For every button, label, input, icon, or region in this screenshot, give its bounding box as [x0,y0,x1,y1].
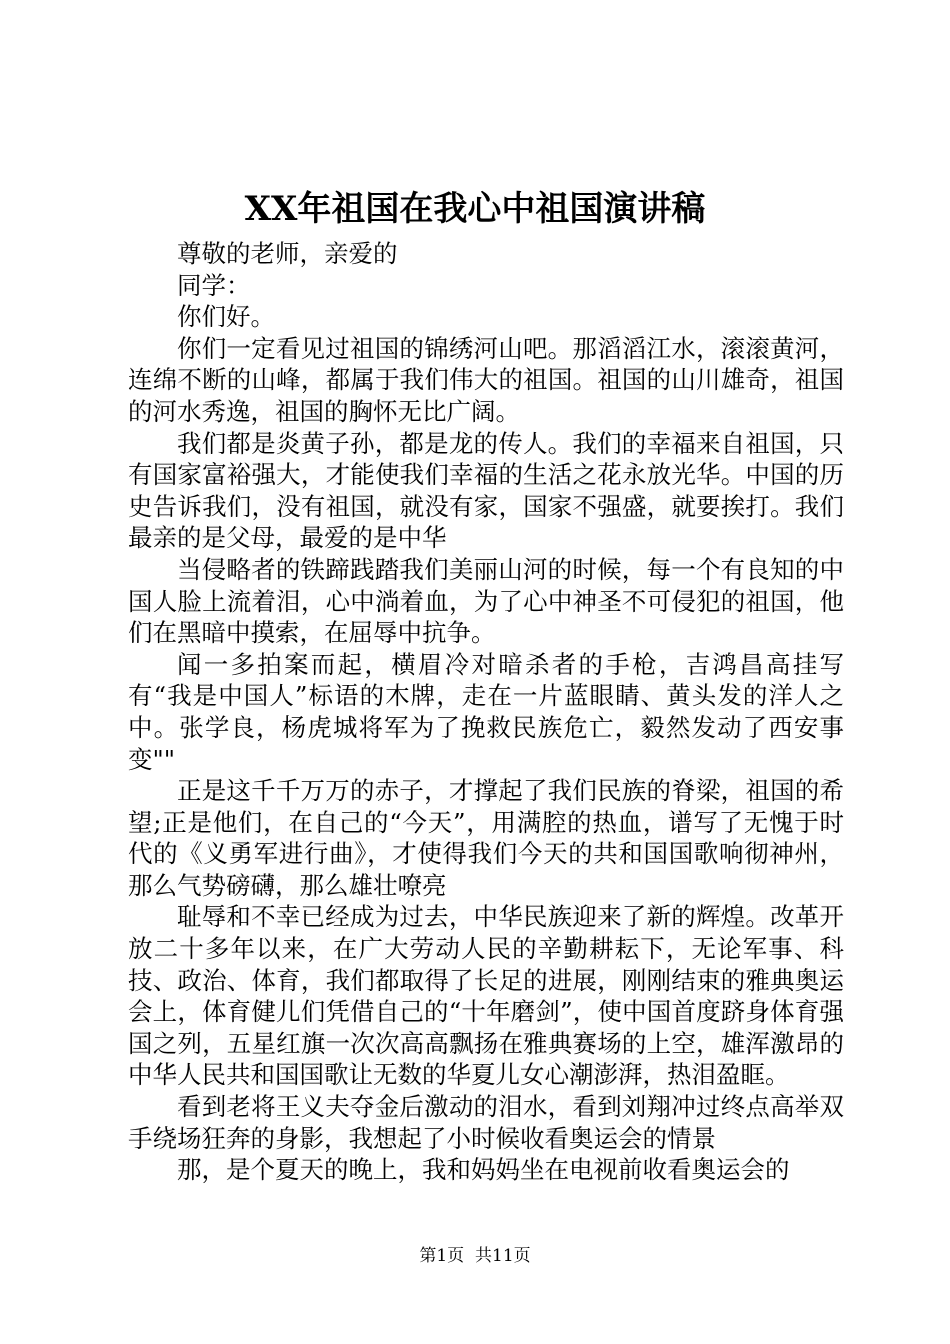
greeting-line: 你们好。 [177,302,275,332]
document-body [128,238,844,1186]
footer-separator [464,1246,475,1266]
body-paragraph: 当侵略者的铁蹄践踏我们美丽山河的时候，每一个有良知的中国人脸上流着泪，心中淌着血，为了心中神圣不可侵犯的祖国，他们在黑暗中摸索，在屈辱中抗争。 [128,554,844,648]
total-pages: 共11页 [475,1246,531,1266]
body-paragraph: 闻一多拍案而起，横眉冷对暗杀者的手枪，吉鸿昌高挂写有“我是中国人”标语的木牌，走在一片蓝眼睛、黄头发的洋人之中。张学良，杨虎城将军为了挽救民族危亡，毅然发动了西安事变"" [128,649,844,774]
page-footer [0,1244,950,1268]
body-paragraph: 我们都是炎黄子孙，都是龙的传人。我们的幸福来自祖国，只有国家富裕强大，才能使我们幸福的生活之花永放光华。中国的历史告诉我们，没有祖国，就没有家，国家不强盛，就要挨打。我们最亲的是父母，最爱的是中华 [128,428,844,553]
salutation-line: 尊敬的老师，亲爱的 [177,239,398,268]
salutation-line: 同学： [177,270,251,300]
document-title: XX年祖国在我心中祖国演讲稿 [244,189,706,229]
body-paragraph: 那，是个夏天的晚上，我和妈妈坐在电视前收看奥运会的 [177,1155,790,1185]
body-paragraph: 看到老将王义夫夺金后激动的泪水，看到刘翔冲过终点高举双手绕场狂奔的身影，我想起了小时候收看奥运会的情景 [128,1092,844,1153]
body-paragraph: 正是这千千万万的赤子，才撑起了我们民族的脊梁，祖国的希望;正是他们，在自己的“今天”，用满腔的热血，谱写了无愧于时代的《义勇军进行曲》，才使得我们今天的共和国国歌响彻神州，那么气势磅礴，那么雄壮嘹亮 [128,776,844,900]
body-paragraph: 你们一定看见过祖国的锦绣河山吧。那滔滔江水，滚滚黄河，连绵不断的山峰，都属于我们伟大的祖国。祖国的山川雄奇，祖国的河水秀逸，祖国的胸怀无比广阔。 [128,333,844,426]
page-number: 第1页 [419,1246,465,1266]
body-paragraph: 耻辱和不幸已经成为过去，中华民族迎来了新的辉煌。改革开放二十多年以来，在广大劳动人民的辛勤耕耘下，无论军事、科技、政治、体育，我们都取得了长足的进展，刚刚结束的雅典奥运会上，体育健儿们凭借自己的“十年磨剑”，使中国首度跻身体育强国之列，五星红旗一次次高高飘扬在雅典赛场的上空，雄浑激昂的中华人民共和国国歌让无数的华夏儿女心潮澎湃，热泪盈眶。 [128,902,844,1090]
